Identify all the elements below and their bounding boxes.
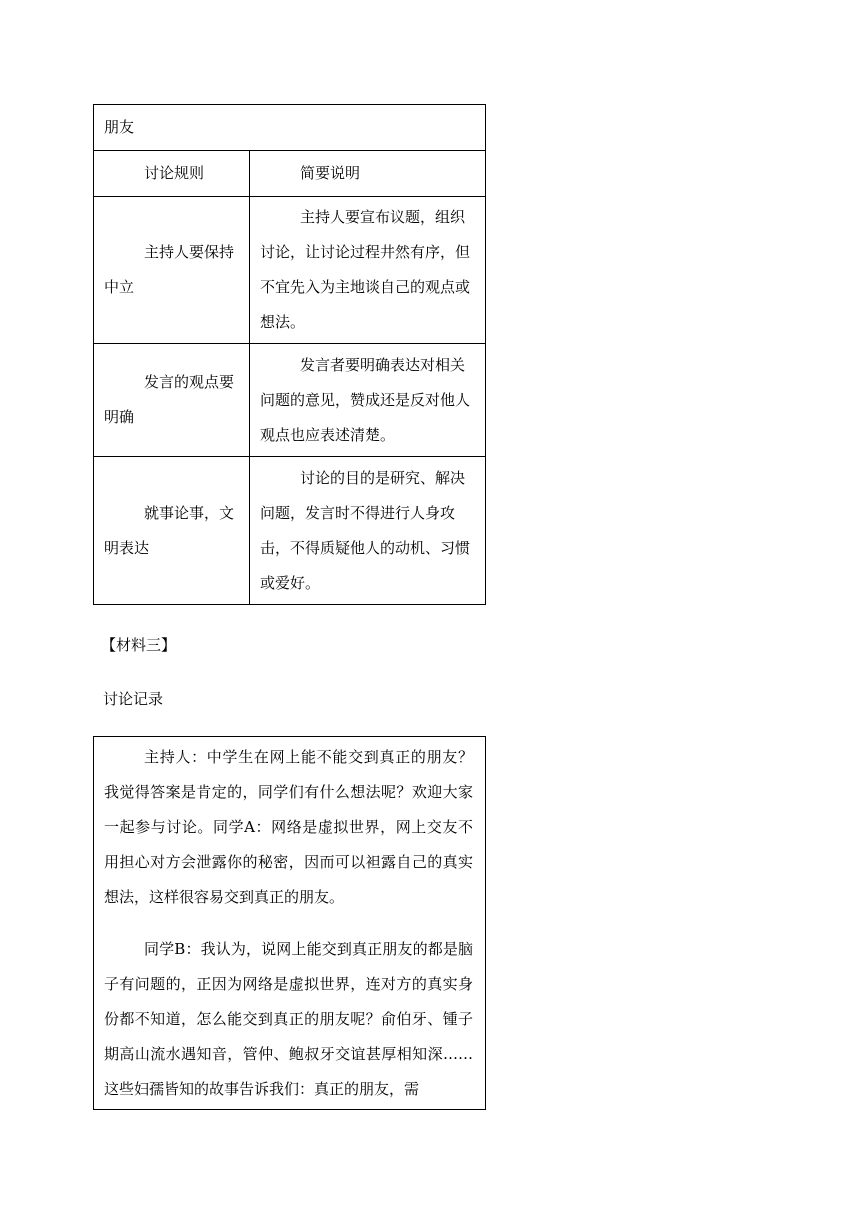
table-title: 朋友 — [94, 105, 486, 151]
rule-cell: 就事论事，文明表达 — [94, 457, 250, 605]
description-cell: 主持人要宣布议题，组织讨论，让讨论过程井然有序，但不宜先入为主地谈自己的观点或想法。 — [250, 197, 486, 344]
column-header-description: 简要说明 — [250, 151, 486, 197]
material-three-heading: 【材料三】 — [101, 636, 177, 654]
record-paragraph: 同学B：我认为，说网上能交到真正朋友的都是脑子有问题的，正因为网络是虚拟世界，连对方的真实身份都不知道，怎么能交到真正的朋友呢？俞伯牙、锺子期高山流水遇知音，管仲、鲍叔牙交谊甚厚相知深……这些妇孺皆知的故事告诉我们：真正的朋友，需 — [104, 940, 473, 1098]
rule-cell: 主持人要保持中立 — [94, 197, 250, 344]
table-header-row — [94, 151, 486, 197]
table-title-row — [94, 105, 486, 151]
discussion-rules-table — [93, 104, 486, 605]
table-row — [94, 344, 486, 457]
rule-cell: 发言的观点要明确 — [94, 344, 250, 457]
column-header-rule: 讨论规则 — [94, 151, 250, 197]
table-row — [94, 457, 486, 605]
description-cell: 讨论的目的是研究、解决问题，发言时不得进行人身攻击，不得质疑他人的动机、习惯或爱好。 — [250, 457, 486, 605]
discussion-record-box — [93, 736, 486, 1110]
discussion-record-subtitle: 讨论记录 — [103, 690, 164, 708]
table-row — [94, 197, 486, 344]
record-paragraph: 主持人：中学生在网上能不能交到真正的朋友？我觉得答案是肯定的，同学们有什么想法呢？欢迎大家一起参与讨论。同学A：网络是虚拟世界，网上交友不用担心对方会泄露你的秘密，因而可以袒露自己的真实想法，这样很容易交到真正的朋友。 — [104, 748, 473, 906]
description-cell: 发言者要明确表达对相关问题的意见，赞成还是反对他人观点也应表述清楚。 — [250, 344, 486, 457]
